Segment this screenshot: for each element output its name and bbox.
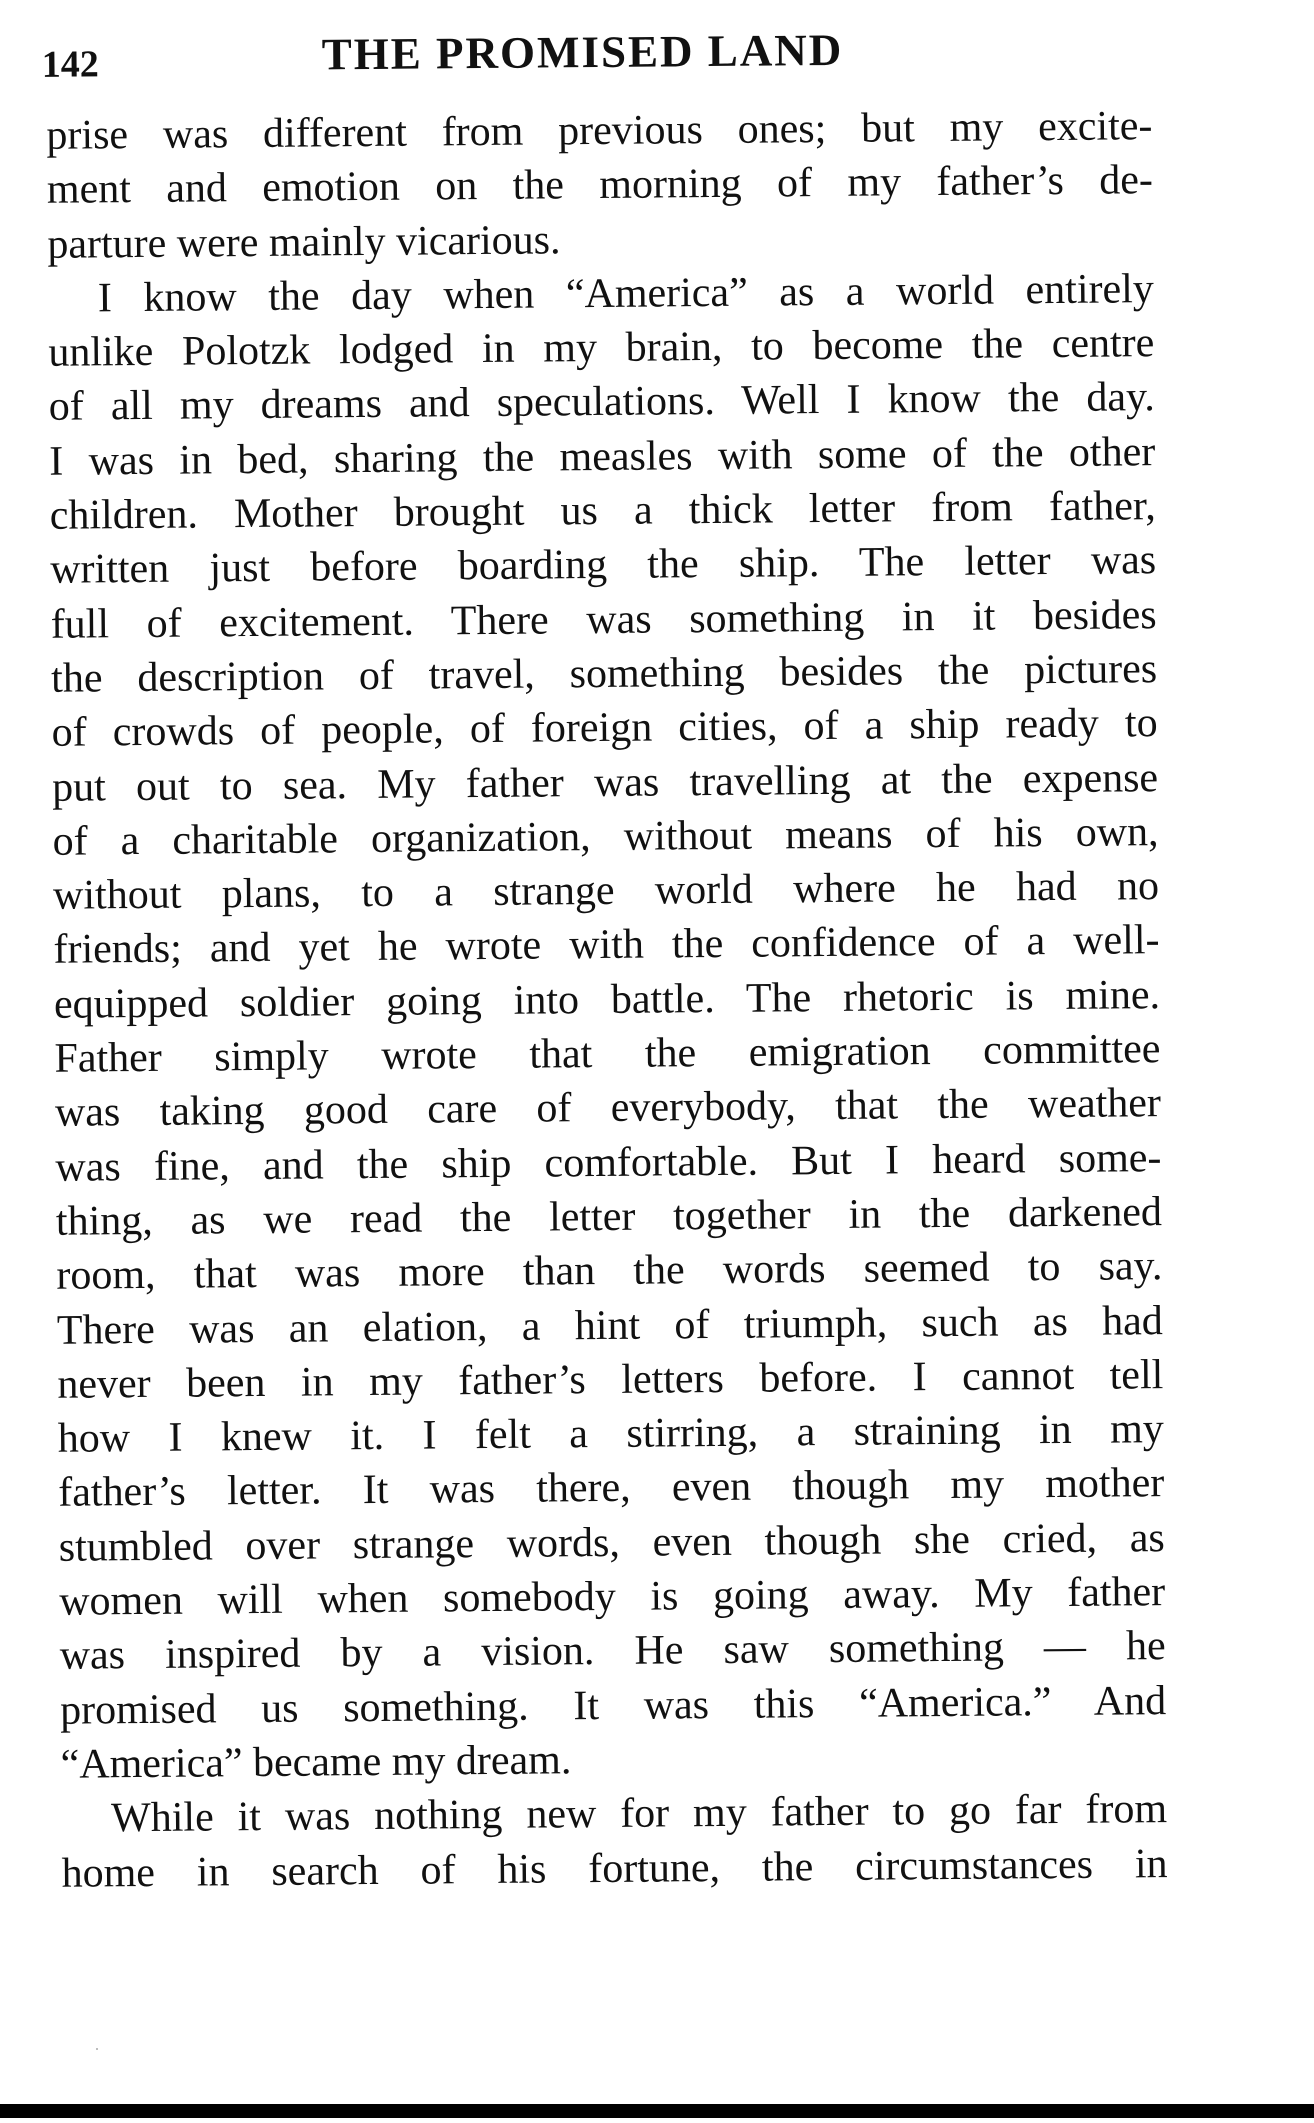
page-bottom-edge: [0, 2104, 1314, 2118]
text-line: without plans, to a strange world where he had no: [52, 863, 1160, 919]
text-line: of all my dreams and speculations. Well I know the day.: [48, 374, 1155, 431]
text-line: unlike Polotzk lodged in my brain, to become the centre: [48, 320, 1155, 376]
text-line: written just before boarding the ship. The letter was: [50, 537, 1157, 594]
text-line: room, that was more than the words seemed to say.: [56, 1243, 1163, 1299]
text-line: home in search of his fortune, the circumstances in: [61, 1840, 1168, 1897]
text-line: I was in bed, sharing the measles with some of the other: [49, 428, 1156, 485]
page-header: [41, 13, 1141, 86]
text-line: children. Mother brought us a thick letter from father,: [49, 483, 1156, 539]
text-line: friends; and yet he wrote with the confidence of a well-: [53, 917, 1160, 974]
paragraph: [48, 262, 1167, 1792]
paper-speck: [96, 2048, 98, 2050]
text-line: While it was nothing new for my father to go far from: [110, 1786, 1168, 1842]
text-line: the description of travel, something besides the pictures: [50, 646, 1158, 702]
text-line: prise was different from previous ones; but my excite-: [46, 103, 1153, 159]
text-line: was taking good care of everybody, that the weather: [54, 1080, 1162, 1137]
text-line: never been in my father’s letters before. I cannot tell: [57, 1351, 1164, 1408]
text-line: promised us something. It was this “America.” And: [59, 1677, 1167, 1734]
text-line: how I knew it. I felt a stirring, a straining in my: [57, 1406, 1164, 1462]
text-line: of crowds of people, of foreign cities, of a ship ready to: [51, 700, 1158, 757]
paragraph: [46, 99, 1153, 272]
text-line: put out to sea. My father was travelling at the expense: [51, 754, 1159, 811]
text-line: equipped soldier going into battle. The rhetoric is mine.: [53, 971, 1161, 1028]
text-line: father’s letter. It was there, even though my mother: [58, 1460, 1165, 1517]
running-head: THE PROMISED LAND: [321, 24, 844, 80]
text-line: Father simply wrote that the emigration committee: [54, 1026, 1161, 1082]
text-line: “America” became my dream.: [60, 1737, 572, 1788]
text-line: parture were mainly vicarious.: [47, 216, 561, 268]
text-line: full of excitement. There was something in it besides: [50, 591, 1157, 648]
text-line: thing, as we read the letter together in the darkened: [55, 1189, 1163, 1245]
text-line: I know the day when “America” as a world entirely: [97, 266, 1155, 322]
text-line: was fine, and the ship comfortable. But I heard some-: [55, 1134, 1162, 1191]
text-line: stumbled over strange words, even though she cried, as: [58, 1514, 1165, 1571]
text-line: ment and emotion on the morning of my father’s de-: [46, 157, 1154, 214]
text-line: There was an elation, a hint of triumph, such as had: [56, 1297, 1164, 1354]
text-line: of a charitable organization, without means of his own,: [52, 808, 1159, 865]
paragraph: [61, 1782, 1168, 1900]
page-number: 142: [41, 43, 99, 86]
text-line: women will when somebody is going away. My father: [59, 1569, 1166, 1625]
text-line: was inspired by a vision. He saw something — he: [59, 1623, 1166, 1680]
body-text: [46, 99, 1168, 1900]
